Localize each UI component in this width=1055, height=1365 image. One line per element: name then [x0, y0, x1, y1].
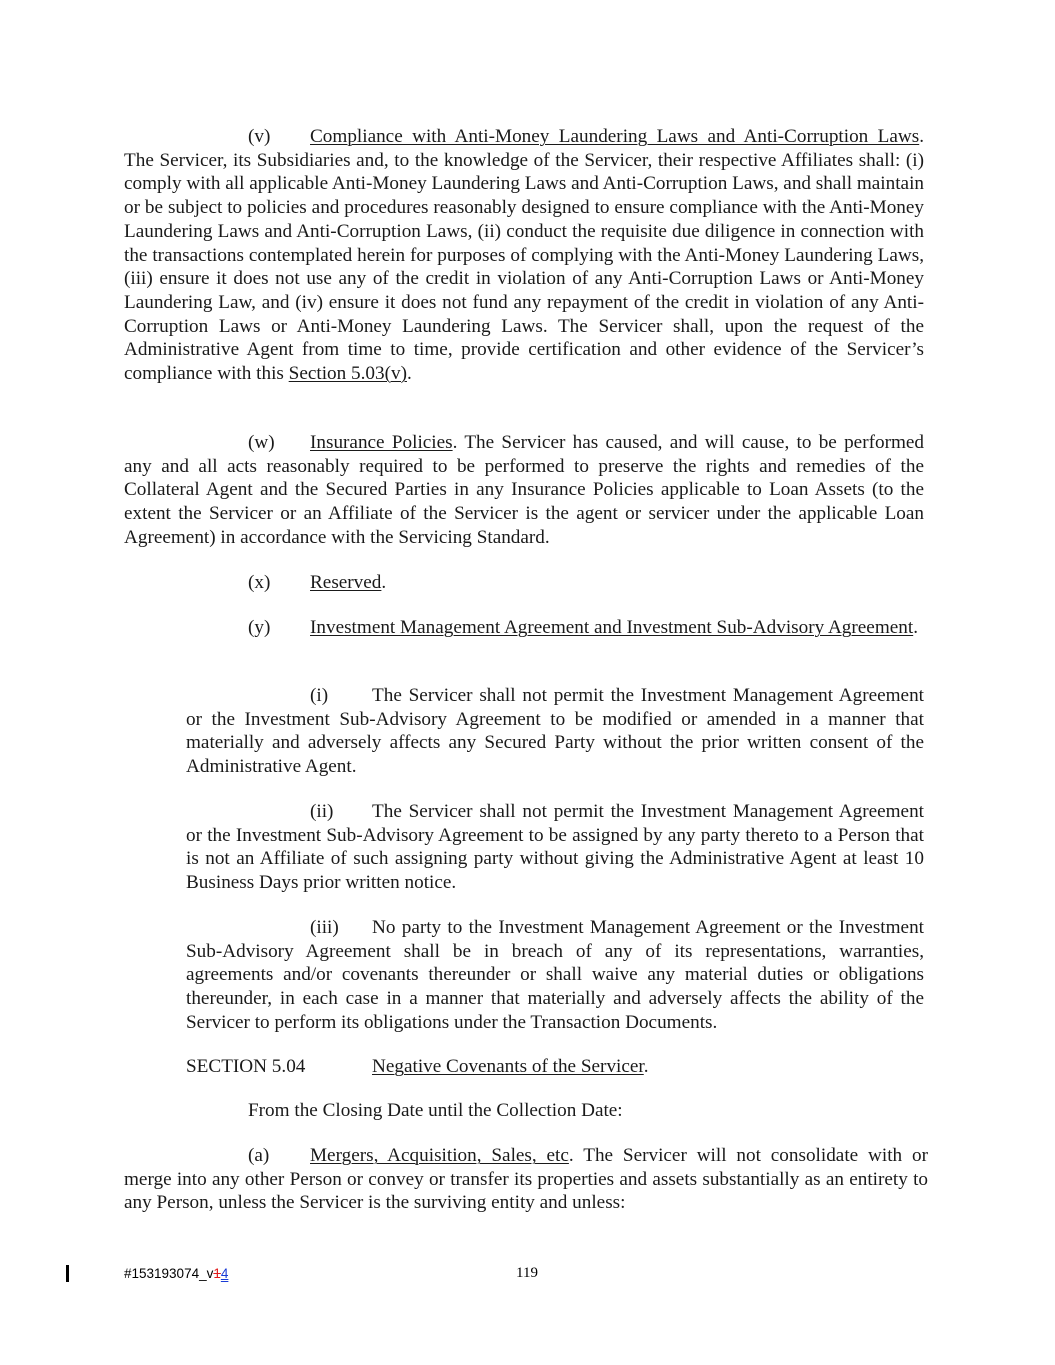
period: . [406, 363, 412, 385]
body-w: . The Servicer has caused, and will cause, to be performed any and all acts reasonably required to be performed to preserve the rights and remedies of the Collateral Agent and the Secured Parties in any Insurance Policies applicable to Loan Assets (to the extent the Servicer or an Affiliate of the Servicer is the agent or servicer under the applicable Loan Agreement) in accordance with the Servicing Standard. [124, 432, 924, 548]
doc-id-prefix: #153193074_v [124, 1266, 214, 1281]
body-a: . The Servicer will not consolidate with or merge into any other Person or convey or transfer its properties and assets substantially as an entirety to any Person, unless the Servicer is the surviving entity and unless: [124, 1145, 928, 1214]
heading-a: Mergers, Acquisition, Sales, etc [310, 1145, 569, 1166]
doc-id-deleted: 1 [213, 1266, 221, 1281]
label-y-i: (i) [310, 685, 329, 706]
subparagraph-y-i [186, 684, 924, 779]
change-bar [66, 1265, 69, 1282]
period: . [913, 617, 918, 638]
period: . [381, 572, 387, 593]
document-id [124, 1266, 228, 1281]
paragraph-x [124, 571, 924, 595]
heading-w: Insurance Policies [310, 432, 453, 453]
paragraph-y [124, 616, 924, 640]
heading-x: Reserved [310, 572, 382, 593]
subparagraph-y-iii [186, 916, 924, 1035]
section-reference: Section 5.03(v) [288, 363, 407, 385]
paragraph-w [124, 431, 924, 550]
page-number: 119 [516, 1265, 538, 1281]
label-y: (y) [248, 617, 271, 638]
section-title: Negative Covenants of the Servicer [372, 1056, 644, 1077]
label-x: (x) [248, 572, 271, 593]
subparagraph-y-ii [186, 800, 924, 895]
section-number: SECTION 5.04 [186, 1056, 306, 1077]
heading-y: Investment Management Agreement and Investment Sub-Advisory Agreement [310, 617, 914, 638]
period: . [643, 1056, 649, 1077]
label-y-iii: (iii) [310, 917, 339, 938]
text-y-iii: No party to the Investment Management Agreement or the Investment Sub-Advisory Agreement shall be in breach of any of its representations, warranties, agreements and/or covenants thereunder or shall waive any material duties or obligations thereunder, in each case in a manner that materially and adversely affects the ability of the Servicer to perform its obligations under the Transaction Documents. [186, 917, 924, 1033]
body-v: . The Servicer, its Subsidiaries and, to the knowledge of the Servicer, their respective Affiliates shall: (i) comply with all applicable Anti-Money Laundering Laws and Anti-Corruption Laws, and shall maintain or be subject to policies and procedures reasonably designed to ensure compliance with the Anti-Money Laundering Laws and Anti-Corruption Laws, (ii) conduct the requisite due diligence in connection with the transactions contemplated herein for purposes of complying with the Anti-Money Laundering Laws, (iii) ensure it does not use any of the credit in violation of any Anti-Corruption Laws or Anti-Money Laundering Law, and (iv) ensure it does not fund any repayment of the credit in violation of any Anti-Corruption Laws or Anti-Money Laundering Laws. The Servicer shall, upon the request of the Administrative Agent from time to time, provide certification and other evidence of the Servicer’s compliance with this [124, 126, 924, 385]
intro-line: From the Closing Date until the Collection Date: [248, 1100, 623, 1121]
heading-v: Compliance with Anti-Money Laundering Laws and Anti-Corruption Laws [310, 126, 920, 147]
text-y-i: The Servicer shall not permit the Investment Management Agreement or the Investment Sub-Advisory Agreement to be modified or amended in a manner that materially and adversely affects any Secured Party without the prior written consent of the Administrative Agent. [186, 685, 924, 778]
text-y-ii: The Servicer shall not permit the Investment Management Agreement or the Investment Sub-Advisory Agreement to be assigned by any party thereto to a Person that is not an Affiliate of such assigning party without giving the Administrative Agent at least 10 Business Days prior written notice. [186, 801, 924, 894]
label-y-ii: (ii) [310, 801, 334, 822]
paragraph-v [124, 125, 924, 386]
section-heading-5-04 [186, 1055, 926, 1079]
label-w: (w) [248, 432, 275, 453]
label-a: (a) [248, 1145, 270, 1166]
paragraph-a [124, 1144, 928, 1215]
label-v: (v) [248, 126, 271, 147]
doc-id-inserted: 4 [220, 1266, 229, 1281]
